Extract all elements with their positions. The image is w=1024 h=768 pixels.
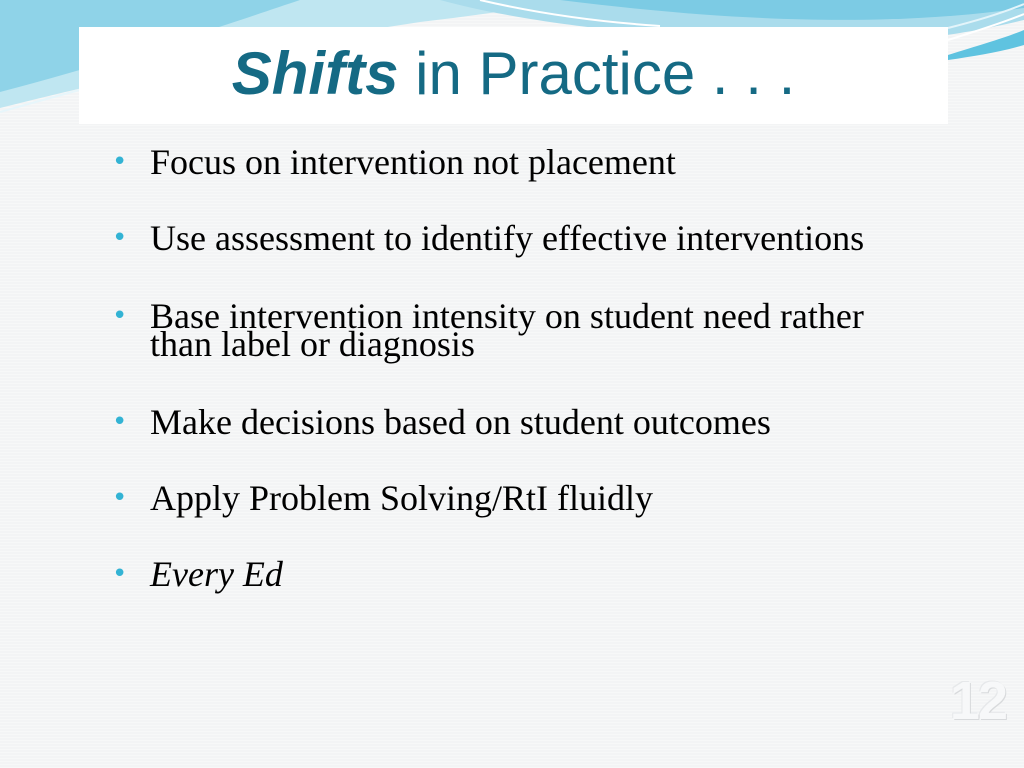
bullet-text: Make decisions based on student outcomes: [150, 402, 771, 442]
bullet-list: [112, 142, 932, 636]
bullet-item: [112, 402, 932, 442]
bullet-text: Apply Problem Solving/RtI fluidly: [150, 478, 654, 518]
bullet-marker: •: [112, 223, 128, 253]
bullet-text: Use assessment to identify effective interventions: [150, 218, 865, 258]
title-rest: in Practice . . .: [398, 40, 796, 107]
bullet-item: [112, 142, 932, 182]
bullet-marker: •: [112, 483, 128, 513]
bullet-marker: •: [112, 407, 128, 437]
bullet-text: Focus on intervention not placement: [150, 142, 676, 182]
bullet-text: Every Ed: [150, 554, 283, 594]
bullet-item: [112, 218, 932, 258]
bullet-text: Base intervention intensity on student need rather than label or diagnosis: [150, 296, 864, 364]
bullet-marker: •: [112, 559, 128, 589]
bullet-item: [112, 296, 932, 364]
slide-page-number: 12: [949, 671, 1006, 731]
bullet-item: [112, 554, 932, 594]
bullet-marker: •: [112, 147, 128, 177]
title-box: [79, 27, 948, 124]
bullet-marker: •: [112, 301, 128, 331]
bullet-item: [112, 478, 932, 518]
slide-title: [232, 39, 795, 108]
title-emphasis: Shifts: [231, 40, 399, 107]
